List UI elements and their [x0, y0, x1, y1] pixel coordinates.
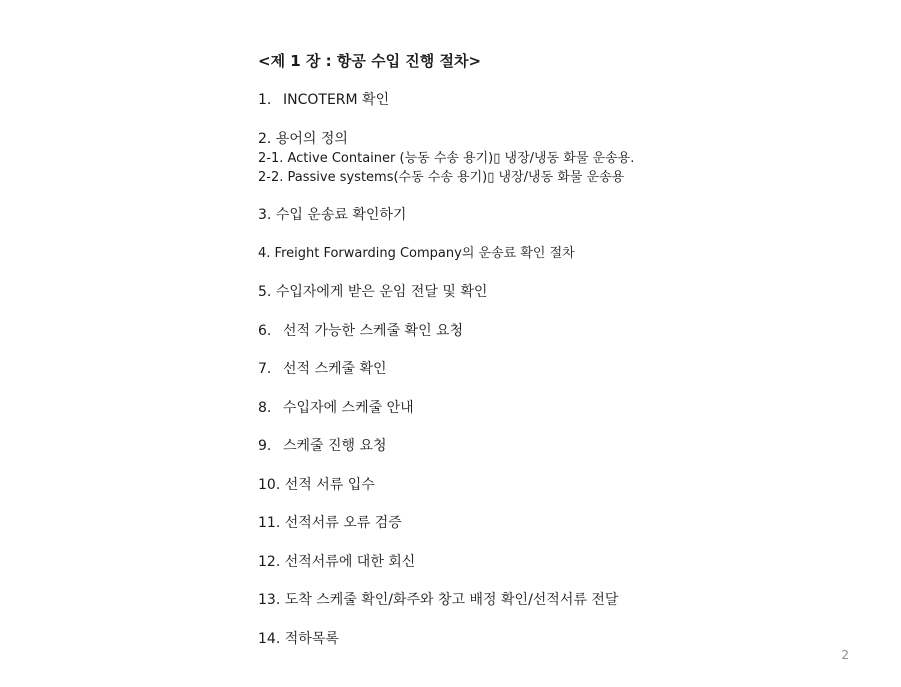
list-item-text: 선적 서류 입수 — [284, 476, 375, 493]
list-item-text: 적하목록 — [284, 630, 339, 647]
list-item-number: 3. — [258, 207, 272, 223]
list-item-text: Freight Forwarding Company의 운송료 확인 절차 — [274, 245, 575, 261]
list-item-text: 도착 스케줄 확인/화주와 창고 배정 확인/선적서류 전달 — [284, 592, 619, 608]
list-item-12 — [258, 552, 878, 572]
list-item-number: 10. — [258, 476, 281, 493]
list-item-number: 4. — [258, 245, 271, 261]
list-item-number: 8. — [258, 399, 272, 416]
list-item-number: 13. — [258, 592, 281, 608]
list-item-number: 2. — [258, 130, 272, 147]
list-item-10 — [258, 475, 878, 495]
list-item-3 — [258, 205, 878, 225]
list-item-4 — [258, 244, 878, 264]
list-item-number: 1. — [258, 92, 272, 108]
slide-content — [258, 50, 878, 667]
list-item-number: 7. — [258, 361, 272, 377]
list-item-number: 12. — [258, 553, 281, 570]
list-item-1 — [258, 90, 878, 110]
list-item-text: 용어의 정의 — [275, 130, 348, 147]
list-item-5 — [258, 282, 878, 302]
list-item-8 — [258, 398, 878, 418]
list-item-text: 수입자에게 받은 운임 전달 및 확인 — [275, 284, 488, 300]
list-item-text: 수입 운송료 확인하기 — [275, 207, 407, 223]
slide-title: <제 1 장 : 항공 수입 진행 절차> — [258, 52, 482, 70]
list-item-14 — [258, 629, 878, 649]
list-item-2 — [258, 129, 878, 149]
list-item-9 — [258, 436, 878, 456]
list-item-text: 선적서류 오류 검증 — [284, 515, 402, 531]
list-item-11 — [258, 513, 878, 533]
list-item-7 — [258, 359, 878, 379]
page-number: 2 — [841, 648, 849, 662]
list-item-text: 스케줄 진행 요청 — [283, 438, 387, 454]
list-item-text: 수입자에 스케줄 안내 — [283, 399, 414, 416]
sub-item-2-2: 2-2. Passive systems(수동 수송 용기)▯ 냉장/냉동 화물 운송용 — [258, 169, 625, 185]
list-item-number: 5. — [258, 284, 272, 300]
list-item-number: 11. — [258, 515, 281, 531]
sub-item-2-1: 2-1. Active Container (능동 수송 용기)▯ 냉장/냉동 화물 운송용. — [258, 150, 635, 166]
list-item-6 — [258, 321, 878, 341]
list-item-text: INCOTERM 확인 — [283, 92, 390, 108]
list-item-number: 6. — [258, 322, 272, 339]
list-item-text: 선적서류에 대한 회신 — [284, 553, 416, 570]
list-item-number: 14. — [258, 630, 281, 647]
list-item-13 — [258, 590, 878, 610]
list-item-number: 9. — [258, 438, 272, 454]
list-item-2-block — [258, 129, 878, 187]
list-item-text: 선적 스케줄 확인 — [283, 361, 387, 377]
list-item-text: 선적 가능한 스케줄 확인 요청 — [283, 322, 464, 339]
